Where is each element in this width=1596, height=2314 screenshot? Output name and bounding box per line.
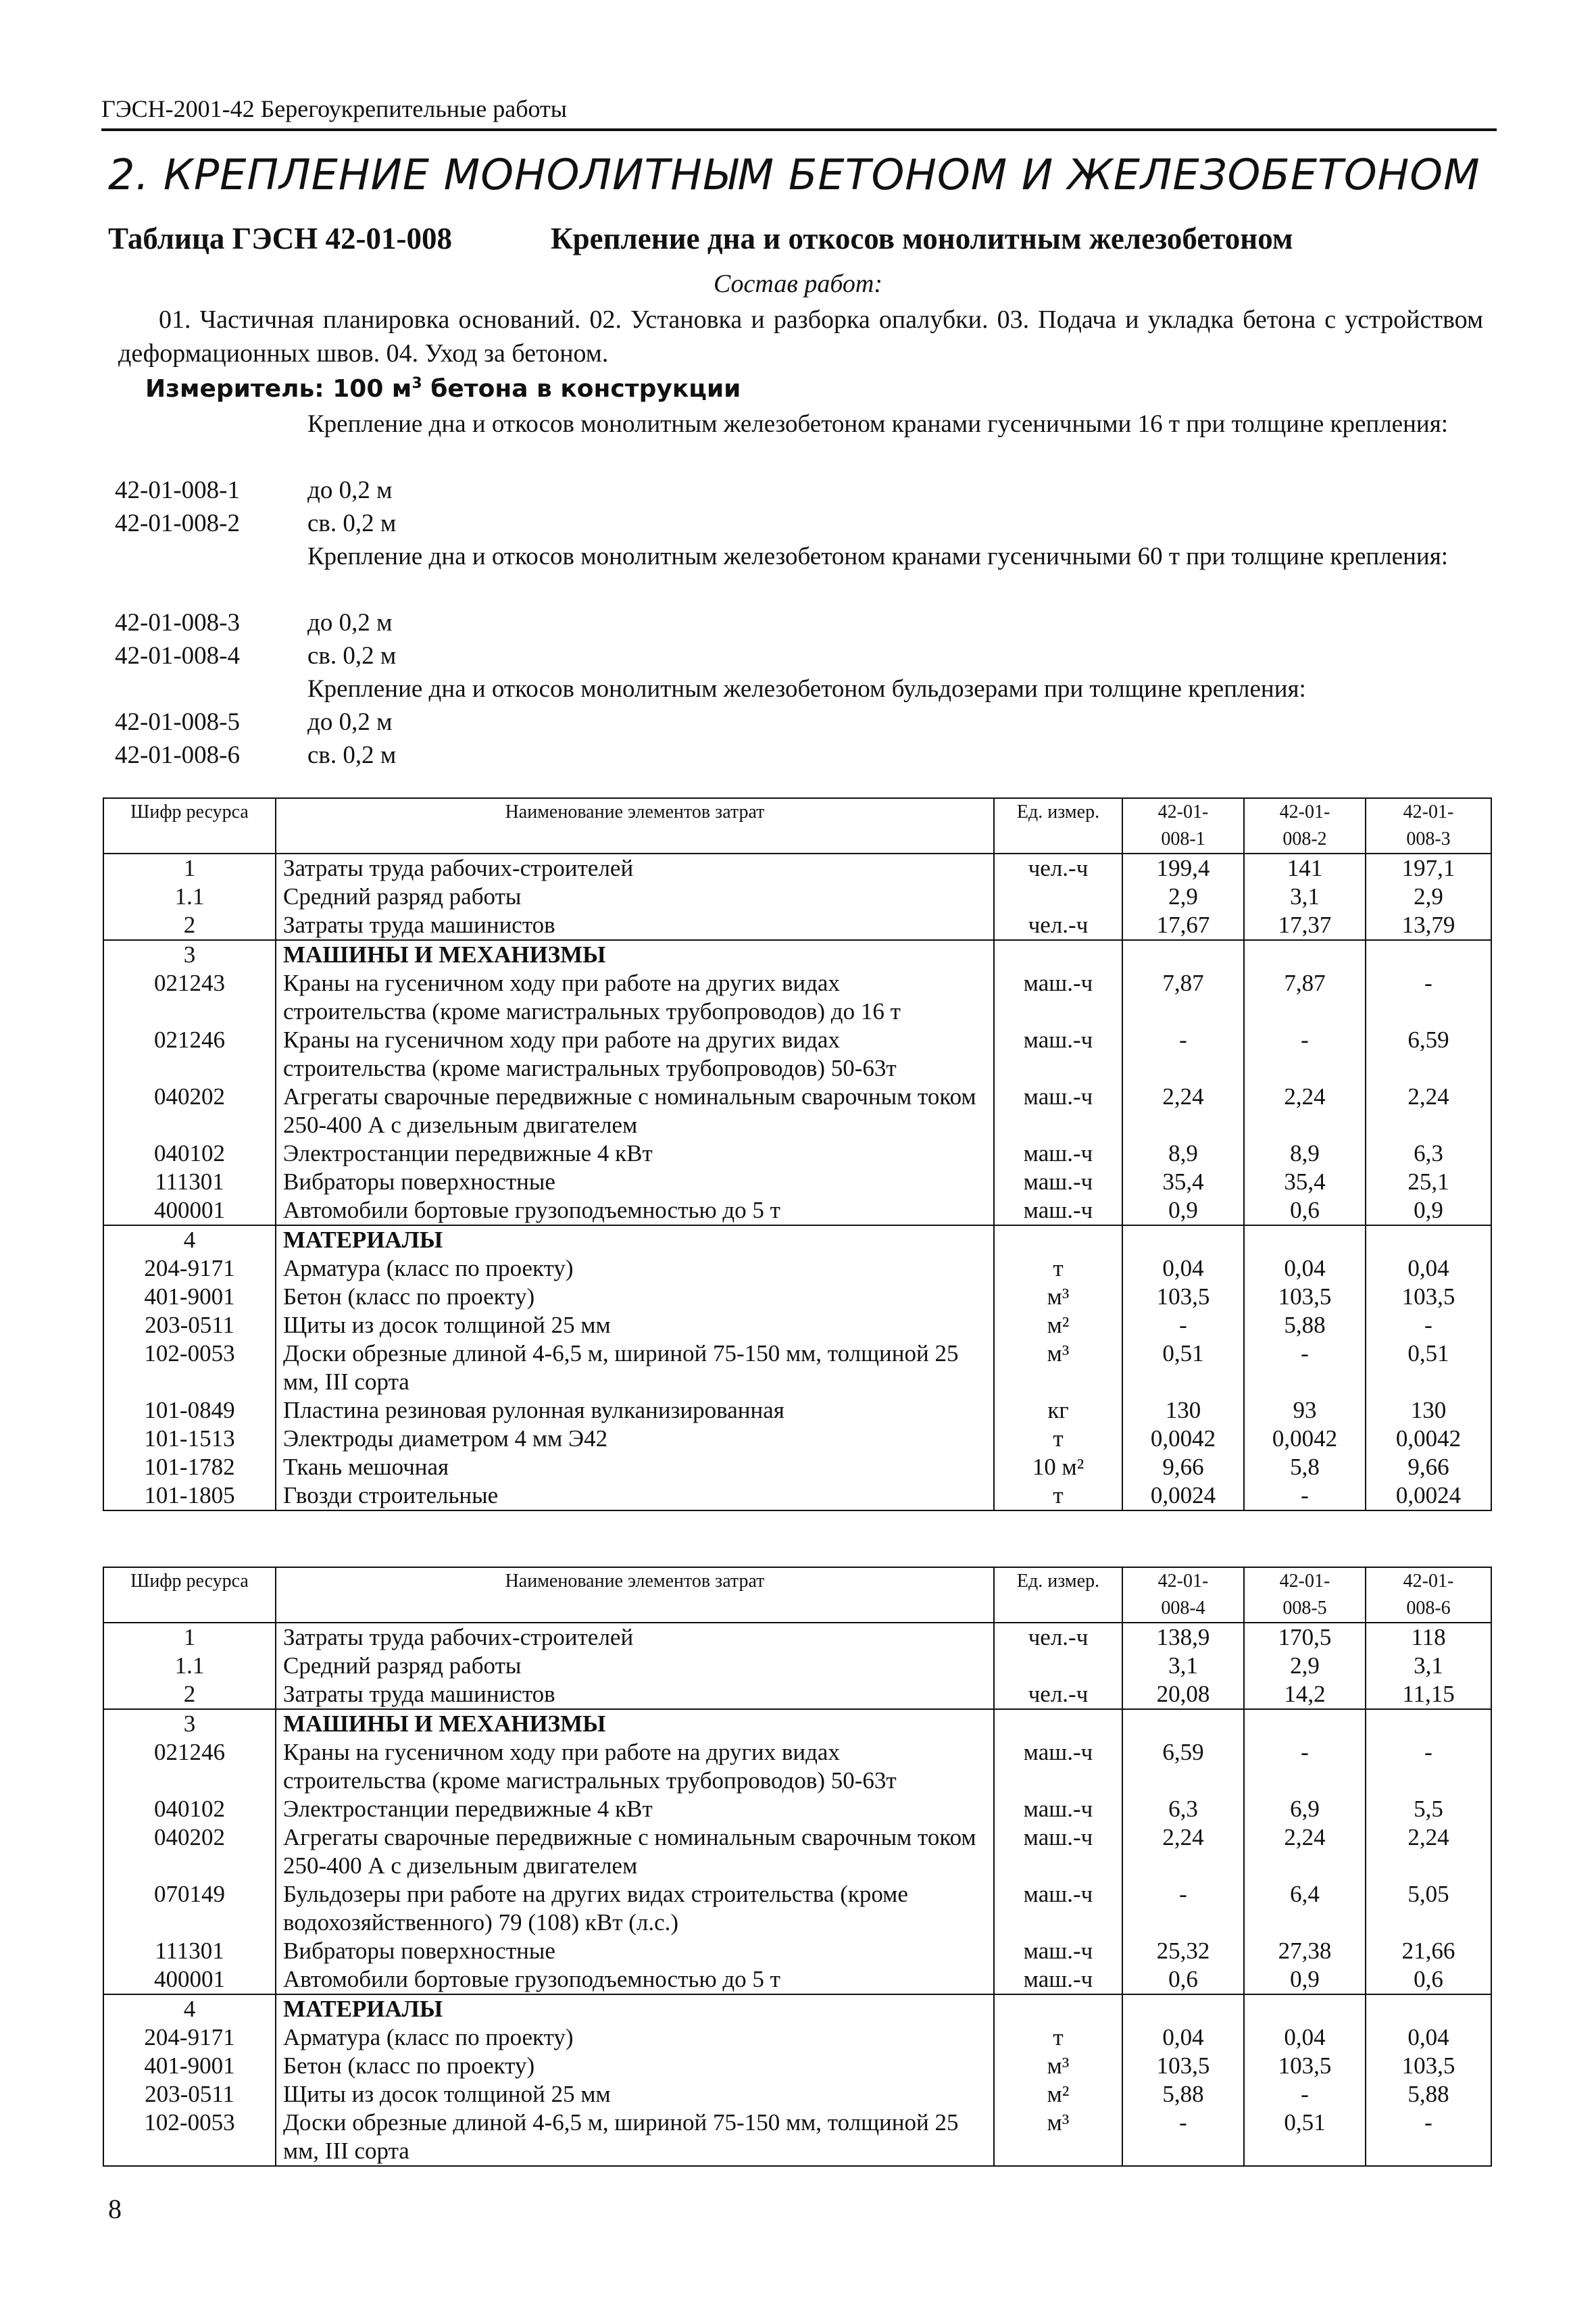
cell-value: 5,8 bbox=[1244, 1453, 1366, 1481]
cell-unit: кг bbox=[994, 1396, 1122, 1425]
cell-resource-code: 3 bbox=[103, 1709, 276, 1738]
variant-text: до 0,2 м bbox=[307, 609, 393, 637]
table-row bbox=[103, 1823, 1491, 1880]
running-header: ГЭСН-2001-42 Берегоукрепительные работы bbox=[101, 95, 567, 122]
variant-heading: Крепление дна и откосов монолитным железобетоном кранами гусеничными 60 т при толщине крепления: bbox=[307, 543, 1448, 570]
cell-unit: маш.-ч bbox=[994, 1823, 1122, 1880]
cell-value: 0,6 bbox=[1122, 1965, 1244, 1994]
resources-table-2 bbox=[103, 1567, 1492, 2167]
cell-value: 9,66 bbox=[1366, 1453, 1491, 1481]
cell-resource-code: 4 bbox=[103, 1225, 276, 1254]
cell-unit: маш.-ч bbox=[994, 1937, 1122, 1965]
cell-unit: чел.-ч bbox=[994, 854, 1122, 883]
table-row bbox=[103, 1026, 1491, 1083]
cell-value: 3,1 bbox=[1244, 883, 1366, 911]
header-variant-b: 42-01- 008-2 bbox=[1244, 798, 1366, 854]
cell-value bbox=[1366, 1709, 1491, 1738]
cell-value: 2,9 bbox=[1366, 883, 1491, 911]
cell-value bbox=[1122, 1994, 1244, 2023]
cell-cost-name: Средний разряд работы bbox=[276, 1652, 994, 1680]
cell-value: 0,9 bbox=[1244, 1965, 1366, 1994]
header-unit: Ед. измер. bbox=[994, 1567, 1122, 1623]
cell-unit: маш.-ч bbox=[994, 969, 1122, 1026]
resources-table-1 bbox=[103, 797, 1492, 1511]
cell-resource-code: 204-9171 bbox=[103, 1254, 276, 1283]
measure-line bbox=[145, 375, 741, 403]
cell-value: 0,51 bbox=[1122, 1339, 1244, 1396]
cell-value: 17,67 bbox=[1122, 911, 1244, 940]
cell-value: 0,04 bbox=[1366, 2023, 1491, 2052]
cell-unit bbox=[994, 940, 1122, 969]
table-row bbox=[103, 1738, 1491, 1795]
cell-cost-name: Ткань мешочная bbox=[276, 1453, 994, 1481]
cell-value: - bbox=[1244, 1738, 1366, 1795]
page-number: 8 bbox=[108, 2194, 122, 2224]
cell-value bbox=[1366, 1994, 1491, 2023]
cell-cost-name: Вибраторы поверхностные bbox=[276, 1168, 994, 1196]
cell-value: 118 bbox=[1366, 1623, 1491, 1652]
cell-value: 2,9 bbox=[1122, 883, 1244, 911]
cell-unit: маш.-ч bbox=[994, 1196, 1122, 1225]
table-row bbox=[103, 1623, 1491, 1652]
cell-cost-name: Затраты труда машинистов bbox=[276, 911, 994, 940]
cell-value bbox=[1366, 940, 1491, 969]
cell-value: 130 bbox=[1122, 1396, 1244, 1425]
cell-value: - bbox=[1122, 1311, 1244, 1339]
cell-value: - bbox=[1366, 1738, 1491, 1795]
cell-value: - bbox=[1122, 1026, 1244, 1083]
cell-cost-name: Бетон (класс по проекту) bbox=[276, 2052, 994, 2080]
table-row bbox=[103, 1937, 1491, 1965]
cell-value: 8,9 bbox=[1122, 1139, 1244, 1168]
table-row bbox=[103, 2080, 1491, 2109]
cell-value: 103,5 bbox=[1122, 2052, 1244, 2080]
cell-resource-code: 021243 bbox=[103, 969, 276, 1026]
table-row bbox=[103, 1083, 1491, 1139]
cell-value: 197,1 bbox=[1366, 854, 1491, 883]
cell-value: 0,0024 bbox=[1122, 1481, 1244, 1510]
header-variant-a: 42-01- 008-4 bbox=[1122, 1567, 1244, 1623]
header-cost-name: Наименование элементов затрат bbox=[276, 1567, 994, 1623]
cell-resource-code: 040202 bbox=[103, 1083, 276, 1139]
variant-heading: Крепление дна и откосов монолитным железобетоном бульдозерами при толщине крепления: bbox=[307, 675, 1306, 703]
cell-value: 5,05 bbox=[1366, 1880, 1491, 1937]
variant-code: 42-01-008-4 bbox=[115, 642, 240, 670]
cell-value: - bbox=[1366, 969, 1491, 1026]
table-row bbox=[103, 1339, 1491, 1396]
cell-resource-code: 040102 bbox=[103, 1795, 276, 1823]
cell-cost-name: Бульдозеры при работе на других видах строительства (кроме водохозяйственного) 79 (108) кВт (л.с.) bbox=[276, 1880, 994, 1937]
section-title: 2. КРЕПЛЕНИЕ МОНОЛИТНЫМ БЕТОНОМ И ЖЕЛЕЗОБЕТОНОМ bbox=[108, 150, 1480, 199]
cell-resource-code: 1 bbox=[103, 854, 276, 883]
measure-suffix: бетона в конструкции bbox=[422, 375, 741, 403]
cell-value: 5,88 bbox=[1122, 2080, 1244, 2109]
cell-value: 3,1 bbox=[1122, 1652, 1244, 1680]
table-row bbox=[103, 883, 1491, 911]
table-heading bbox=[108, 221, 1293, 256]
table-row bbox=[103, 911, 1491, 940]
cell-cost-name: Затраты труда рабочих-строителей bbox=[276, 1623, 994, 1652]
cell-unit bbox=[994, 1709, 1122, 1738]
cell-unit bbox=[994, 883, 1122, 911]
cell-value: 6,4 bbox=[1244, 1880, 1366, 1937]
cell-resource-code: 102-0053 bbox=[103, 2109, 276, 2166]
cell-value: 103,5 bbox=[1366, 1283, 1491, 1311]
cell-value: 25,1 bbox=[1366, 1168, 1491, 1196]
cell-cost-name: Краны на гусеничном ходу при работе на других видах строительства (кроме магистральных трубопроводов) 50-63т bbox=[276, 1738, 994, 1795]
variant-code: 42-01-008-2 bbox=[115, 510, 240, 537]
cell-value: - bbox=[1244, 1339, 1366, 1396]
cell-cost-name: МАШИНЫ И МЕХАНИЗМЫ bbox=[276, 1709, 994, 1738]
cell-cost-name: Затраты труда машинистов bbox=[276, 1680, 994, 1709]
cell-value: 103,5 bbox=[1244, 1283, 1366, 1311]
cell-unit bbox=[994, 1652, 1122, 1680]
cell-cost-name: МАТЕРИАЛЫ bbox=[276, 1994, 994, 2023]
cell-value: 13,79 bbox=[1366, 911, 1491, 940]
cell-value: 8,9 bbox=[1244, 1139, 1366, 1168]
cell-resource-code: 400001 bbox=[103, 1965, 276, 1994]
cell-value: 2,24 bbox=[1122, 1083, 1244, 1139]
cell-unit: м³ bbox=[994, 2109, 1122, 2166]
cell-unit: м² bbox=[994, 1311, 1122, 1339]
cell-resource-code: 1.1 bbox=[103, 1652, 276, 1680]
variant-group bbox=[115, 672, 1487, 772]
header-rule bbox=[101, 128, 1497, 131]
cell-value: 2,24 bbox=[1244, 1823, 1366, 1880]
measure-sup: 3 bbox=[412, 375, 422, 392]
cell-value: - bbox=[1122, 1880, 1244, 1937]
table-row bbox=[103, 1254, 1491, 1283]
cell-cost-name: Пластина резиновая рулонная вулканизированная bbox=[276, 1396, 994, 1425]
cell-value: 0,6 bbox=[1244, 1196, 1366, 1225]
cell-cost-name: Щиты из досок толщиной 25 мм bbox=[276, 2080, 994, 2109]
cell-value: 0,6 bbox=[1366, 1965, 1491, 1994]
header-variant-b: 42-01- 008-5 bbox=[1244, 1567, 1366, 1623]
cell-value: 17,37 bbox=[1244, 911, 1366, 940]
cell-value: 35,4 bbox=[1122, 1168, 1244, 1196]
cell-value: 5,5 bbox=[1366, 1795, 1491, 1823]
cell-resource-code: 101-0849 bbox=[103, 1396, 276, 1425]
cell-cost-name: Краны на гусеничном ходу при работе на других видах строительства (кроме магистральных трубопроводов) до 16 т bbox=[276, 969, 994, 1026]
cell-unit: м² bbox=[994, 2080, 1122, 2109]
cell-value: 20,08 bbox=[1122, 1680, 1244, 1709]
cell-value: 0,04 bbox=[1244, 2023, 1366, 2052]
cell-value: 5,88 bbox=[1244, 1311, 1366, 1339]
variant-text: до 0,2 м bbox=[307, 476, 393, 504]
cell-value: 103,5 bbox=[1244, 2052, 1366, 2080]
cell-value: 27,38 bbox=[1244, 1937, 1366, 1965]
cell-value: 0,0042 bbox=[1244, 1425, 1366, 1453]
variant-text: св. 0,2 м bbox=[307, 510, 397, 537]
table-group-row bbox=[103, 1225, 1491, 1254]
cell-value bbox=[1122, 1225, 1244, 1254]
cell-value: 11,15 bbox=[1366, 1680, 1491, 1709]
cell-value: 6,3 bbox=[1122, 1795, 1244, 1823]
cell-value: 199,4 bbox=[1122, 854, 1244, 883]
cell-value bbox=[1366, 1225, 1491, 1254]
cell-value: - bbox=[1366, 1311, 1491, 1339]
cell-cost-name: Агрегаты сварочные передвижные с номинальным сварочным током 250-400 А с дизельным двигателем bbox=[276, 1083, 994, 1139]
cell-resource-code: 040202 bbox=[103, 1823, 276, 1880]
cell-cost-name: Арматура (класс по проекту) bbox=[276, 1254, 994, 1283]
cell-value: 0,04 bbox=[1122, 1254, 1244, 1283]
table-row bbox=[103, 1283, 1491, 1311]
cell-cost-name: Арматура (класс по проекту) bbox=[276, 2023, 994, 2052]
table-row bbox=[103, 1139, 1491, 1168]
table-row bbox=[103, 1965, 1491, 1994]
table-row bbox=[103, 1311, 1491, 1339]
cell-value: - bbox=[1366, 2109, 1491, 2166]
table-group-row bbox=[103, 1994, 1491, 2023]
table-row bbox=[103, 1196, 1491, 1225]
table-name: Крепление дна и откосов монолитным железобетоном bbox=[551, 222, 1293, 255]
cell-unit: маш.-ч bbox=[994, 1139, 1122, 1168]
cell-cost-name: Вибраторы поверхностные bbox=[276, 1937, 994, 1965]
cell-cost-name: Доски обрезные длиной 4-6,5 м, шириной 75-150 мм, толщиной 25 мм, III сорта bbox=[276, 2109, 994, 2166]
cell-resource-code: 101-1805 bbox=[103, 1481, 276, 1510]
cell-cost-name: Автомобили бортовые грузоподъемностью до 5 т bbox=[276, 1965, 994, 1994]
cell-value: 103,5 bbox=[1366, 2052, 1491, 2080]
cell-unit: м³ bbox=[994, 2052, 1122, 2080]
variant-text: св. 0,2 м bbox=[307, 741, 397, 769]
table-row bbox=[103, 1481, 1491, 1510]
cell-unit: т bbox=[994, 1425, 1122, 1453]
cell-cost-name: Затраты труда рабочих-строителей bbox=[276, 854, 994, 883]
table-row bbox=[103, 1652, 1491, 1680]
cell-value: 14,2 bbox=[1244, 1680, 1366, 1709]
cell-unit: маш.-ч bbox=[994, 1880, 1122, 1937]
table-row bbox=[103, 2109, 1491, 2166]
cell-value: 25,32 bbox=[1122, 1937, 1244, 1965]
table-row bbox=[103, 2052, 1491, 2080]
cell-resource-code: 400001 bbox=[103, 1196, 276, 1225]
cell-value: 0,04 bbox=[1122, 2023, 1244, 2052]
cell-value bbox=[1122, 940, 1244, 969]
cell-value bbox=[1244, 940, 1366, 969]
cell-resource-code: 101-1782 bbox=[103, 1453, 276, 1481]
cell-unit: т bbox=[994, 2023, 1122, 2052]
header-unit: Ед. измер. bbox=[994, 798, 1122, 854]
composition-text: 01. Частичная планировка оснований. 02. Установка и разборка опалубки. 03. Подача и укладка бетона с устройством деформационных швов. 04. Уход за бетоном. bbox=[118, 305, 1483, 368]
cell-value: 170,5 bbox=[1244, 1623, 1366, 1652]
cell-value: 0,9 bbox=[1366, 1196, 1491, 1225]
cell-unit: маш.-ч bbox=[994, 1965, 1122, 1994]
cell-unit: м³ bbox=[994, 1339, 1122, 1396]
variant-group bbox=[115, 408, 1487, 540]
cell-value: - bbox=[1244, 1026, 1366, 1083]
table-row bbox=[103, 1795, 1491, 1823]
cell-value: - bbox=[1244, 2080, 1366, 2109]
table-header-row bbox=[103, 1567, 1491, 1623]
variants-list bbox=[115, 408, 1487, 772]
cell-resource-code: 3 bbox=[103, 940, 276, 969]
header-resource-code: Шифр ресурса bbox=[103, 798, 276, 854]
cell-unit bbox=[994, 1994, 1122, 2023]
table-row bbox=[103, 969, 1491, 1026]
cell-value: 35,4 bbox=[1244, 1168, 1366, 1196]
cell-value: 2,24 bbox=[1244, 1083, 1366, 1139]
table-header-row bbox=[103, 798, 1491, 854]
cell-unit: маш.-ч bbox=[994, 1795, 1122, 1823]
cell-resource-code: 101-1513 bbox=[103, 1425, 276, 1453]
cell-value: 0,0042 bbox=[1366, 1425, 1491, 1453]
cell-resource-code: 040102 bbox=[103, 1139, 276, 1168]
variant-heading: Крепление дна и откосов монолитным железобетоном кранами гусеничными 16 т при толщине крепления: bbox=[307, 410, 1448, 438]
cell-value: 2,24 bbox=[1366, 1083, 1491, 1139]
cell-resource-code: 401-9001 bbox=[103, 2052, 276, 2080]
table-row bbox=[103, 1880, 1491, 1937]
cell-unit: чел.-ч bbox=[994, 1623, 1122, 1652]
cell-value: 6,59 bbox=[1122, 1738, 1244, 1795]
cell-value: 93 bbox=[1244, 1396, 1366, 1425]
cell-unit: т bbox=[994, 1254, 1122, 1283]
cell-unit: маш.-ч bbox=[994, 1026, 1122, 1083]
cell-value: 6,3 bbox=[1366, 1139, 1491, 1168]
cell-cost-name: Автомобили бортовые грузоподъемностью до 5 т bbox=[276, 1196, 994, 1225]
cell-unit: маш.-ч bbox=[994, 1738, 1122, 1795]
cell-resource-code: 102-0053 bbox=[103, 1339, 276, 1396]
header-variant-c: 42-01- 008-6 bbox=[1366, 1567, 1491, 1623]
cell-value: 0,04 bbox=[1244, 1254, 1366, 1283]
table-row bbox=[103, 854, 1491, 883]
cell-resource-code: 204-9171 bbox=[103, 2023, 276, 2052]
table-row bbox=[103, 1396, 1491, 1425]
cell-unit bbox=[994, 1225, 1122, 1254]
cell-value: 6,9 bbox=[1244, 1795, 1366, 1823]
cell-cost-name: Гвозди строительные bbox=[276, 1481, 994, 1510]
cell-value: 0,0024 bbox=[1366, 1481, 1491, 1510]
cell-value: 138,9 bbox=[1122, 1623, 1244, 1652]
cell-value: - bbox=[1122, 2109, 1244, 2166]
table-group-row bbox=[103, 940, 1491, 969]
cell-resource-code: 021246 bbox=[103, 1026, 276, 1083]
cell-value: 7,87 bbox=[1122, 969, 1244, 1026]
cell-cost-name: МАТЕРИАЛЫ bbox=[276, 1225, 994, 1254]
table-row bbox=[103, 1453, 1491, 1481]
cell-value: 5,88 bbox=[1366, 2080, 1491, 2109]
cell-value: 9,66 bbox=[1122, 1453, 1244, 1481]
variant-group bbox=[115, 540, 1487, 672]
cell-resource-code: 070149 bbox=[103, 1880, 276, 1937]
variant-code: 42-01-008-6 bbox=[115, 741, 240, 769]
cell-value: 0,0042 bbox=[1122, 1425, 1244, 1453]
cell-value: 0,04 bbox=[1366, 1254, 1491, 1283]
cell-cost-name: Краны на гусеничном ходу при работе на других видах строительства (кроме магистральных трубопроводов) 50-63т bbox=[276, 1026, 994, 1083]
cell-value: 2,9 bbox=[1244, 1652, 1366, 1680]
variant-code: 42-01-008-3 bbox=[115, 609, 240, 637]
cell-cost-name: Бетон (класс по проекту) bbox=[276, 1283, 994, 1311]
cell-resource-code: 1 bbox=[103, 1623, 276, 1652]
cell-resource-code: 4 bbox=[103, 1994, 276, 2023]
header-variant-c: 42-01- 008-3 bbox=[1366, 798, 1491, 854]
cell-value: 6,59 bbox=[1366, 1026, 1491, 1083]
cell-cost-name: Доски обрезные длиной 4-6,5 м, шириной 75-150 мм, толщиной 25 мм, III сорта bbox=[276, 1339, 994, 1396]
cell-resource-code: 111301 bbox=[103, 1937, 276, 1965]
cell-value: 2,24 bbox=[1122, 1823, 1244, 1880]
cell-value: 141 bbox=[1244, 854, 1366, 883]
cell-value: 0,51 bbox=[1244, 2109, 1366, 2166]
cell-unit: чел.-ч bbox=[994, 1680, 1122, 1709]
cell-unit: маш.-ч bbox=[994, 1168, 1122, 1196]
cell-value bbox=[1122, 1709, 1244, 1738]
table-id: Таблица ГЭСН 42-01-008 bbox=[108, 222, 452, 255]
cell-value: 2,24 bbox=[1366, 1823, 1491, 1880]
cell-value: 7,87 bbox=[1244, 969, 1366, 1026]
cell-cost-name: МАШИНЫ И МЕХАНИЗМЫ bbox=[276, 940, 994, 969]
cell-cost-name: Электроды диаметром 4 мм Э42 bbox=[276, 1425, 994, 1453]
table-row bbox=[103, 1168, 1491, 1196]
cell-value: 21,66 bbox=[1366, 1937, 1491, 1965]
cell-unit: м³ bbox=[994, 1283, 1122, 1311]
cell-unit: чел.-ч bbox=[994, 911, 1122, 940]
cell-resource-code: 021246 bbox=[103, 1738, 276, 1795]
table-row bbox=[103, 1680, 1491, 1709]
cell-resource-code: 2 bbox=[103, 1680, 276, 1709]
cell-cost-name: Агрегаты сварочные передвижные с номинальным сварочным током 250-400 А с дизельным двигателем bbox=[276, 1823, 994, 1880]
cell-cost-name: Средний разряд работы bbox=[276, 883, 994, 911]
table-group-row bbox=[103, 1709, 1491, 1738]
cell-value: 103,5 bbox=[1122, 1283, 1244, 1311]
table-row bbox=[103, 2023, 1491, 2052]
cell-value: - bbox=[1244, 1481, 1366, 1510]
measure-prefix: Измеритель: 100 м bbox=[145, 375, 412, 403]
cell-cost-name: Электростанции передвижные 4 кВт bbox=[276, 1139, 994, 1168]
cell-value: 130 bbox=[1366, 1396, 1491, 1425]
cell-cost-name: Электростанции передвижные 4 кВт bbox=[276, 1795, 994, 1823]
cell-value: 0,51 bbox=[1366, 1339, 1491, 1396]
cell-resource-code: 111301 bbox=[103, 1168, 276, 1196]
variant-code: 42-01-008-5 bbox=[115, 708, 240, 736]
variant-code: 42-01-008-1 bbox=[115, 476, 240, 504]
cell-cost-name: Щиты из досок толщиной 25 мм bbox=[276, 1311, 994, 1339]
table-row bbox=[103, 1425, 1491, 1453]
header-cost-name: Наименование элементов затрат bbox=[276, 798, 994, 854]
cell-resource-code: 2 bbox=[103, 911, 276, 940]
cell-value bbox=[1244, 1994, 1366, 2023]
header-variant-a: 42-01- 008-1 bbox=[1122, 798, 1244, 854]
cell-value bbox=[1244, 1709, 1366, 1738]
cell-unit: 10 м² bbox=[994, 1453, 1122, 1481]
cell-unit: маш.-ч bbox=[994, 1083, 1122, 1139]
cell-value: 0,9 bbox=[1122, 1196, 1244, 1225]
cell-resource-code: 401-9001 bbox=[103, 1283, 276, 1311]
cell-resource-code: 203-0511 bbox=[103, 1311, 276, 1339]
variant-text: св. 0,2 м bbox=[307, 642, 397, 670]
cell-value: 3,1 bbox=[1366, 1652, 1491, 1680]
cell-value bbox=[1244, 1225, 1366, 1254]
cell-unit: т bbox=[994, 1481, 1122, 1510]
cell-resource-code: 1.1 bbox=[103, 883, 276, 911]
variant-text: до 0,2 м bbox=[307, 708, 393, 736]
cell-resource-code: 203-0511 bbox=[103, 2080, 276, 2109]
header-resource-code: Шифр ресурса bbox=[103, 1567, 276, 1623]
composition-title: Состав работ: bbox=[713, 270, 883, 298]
